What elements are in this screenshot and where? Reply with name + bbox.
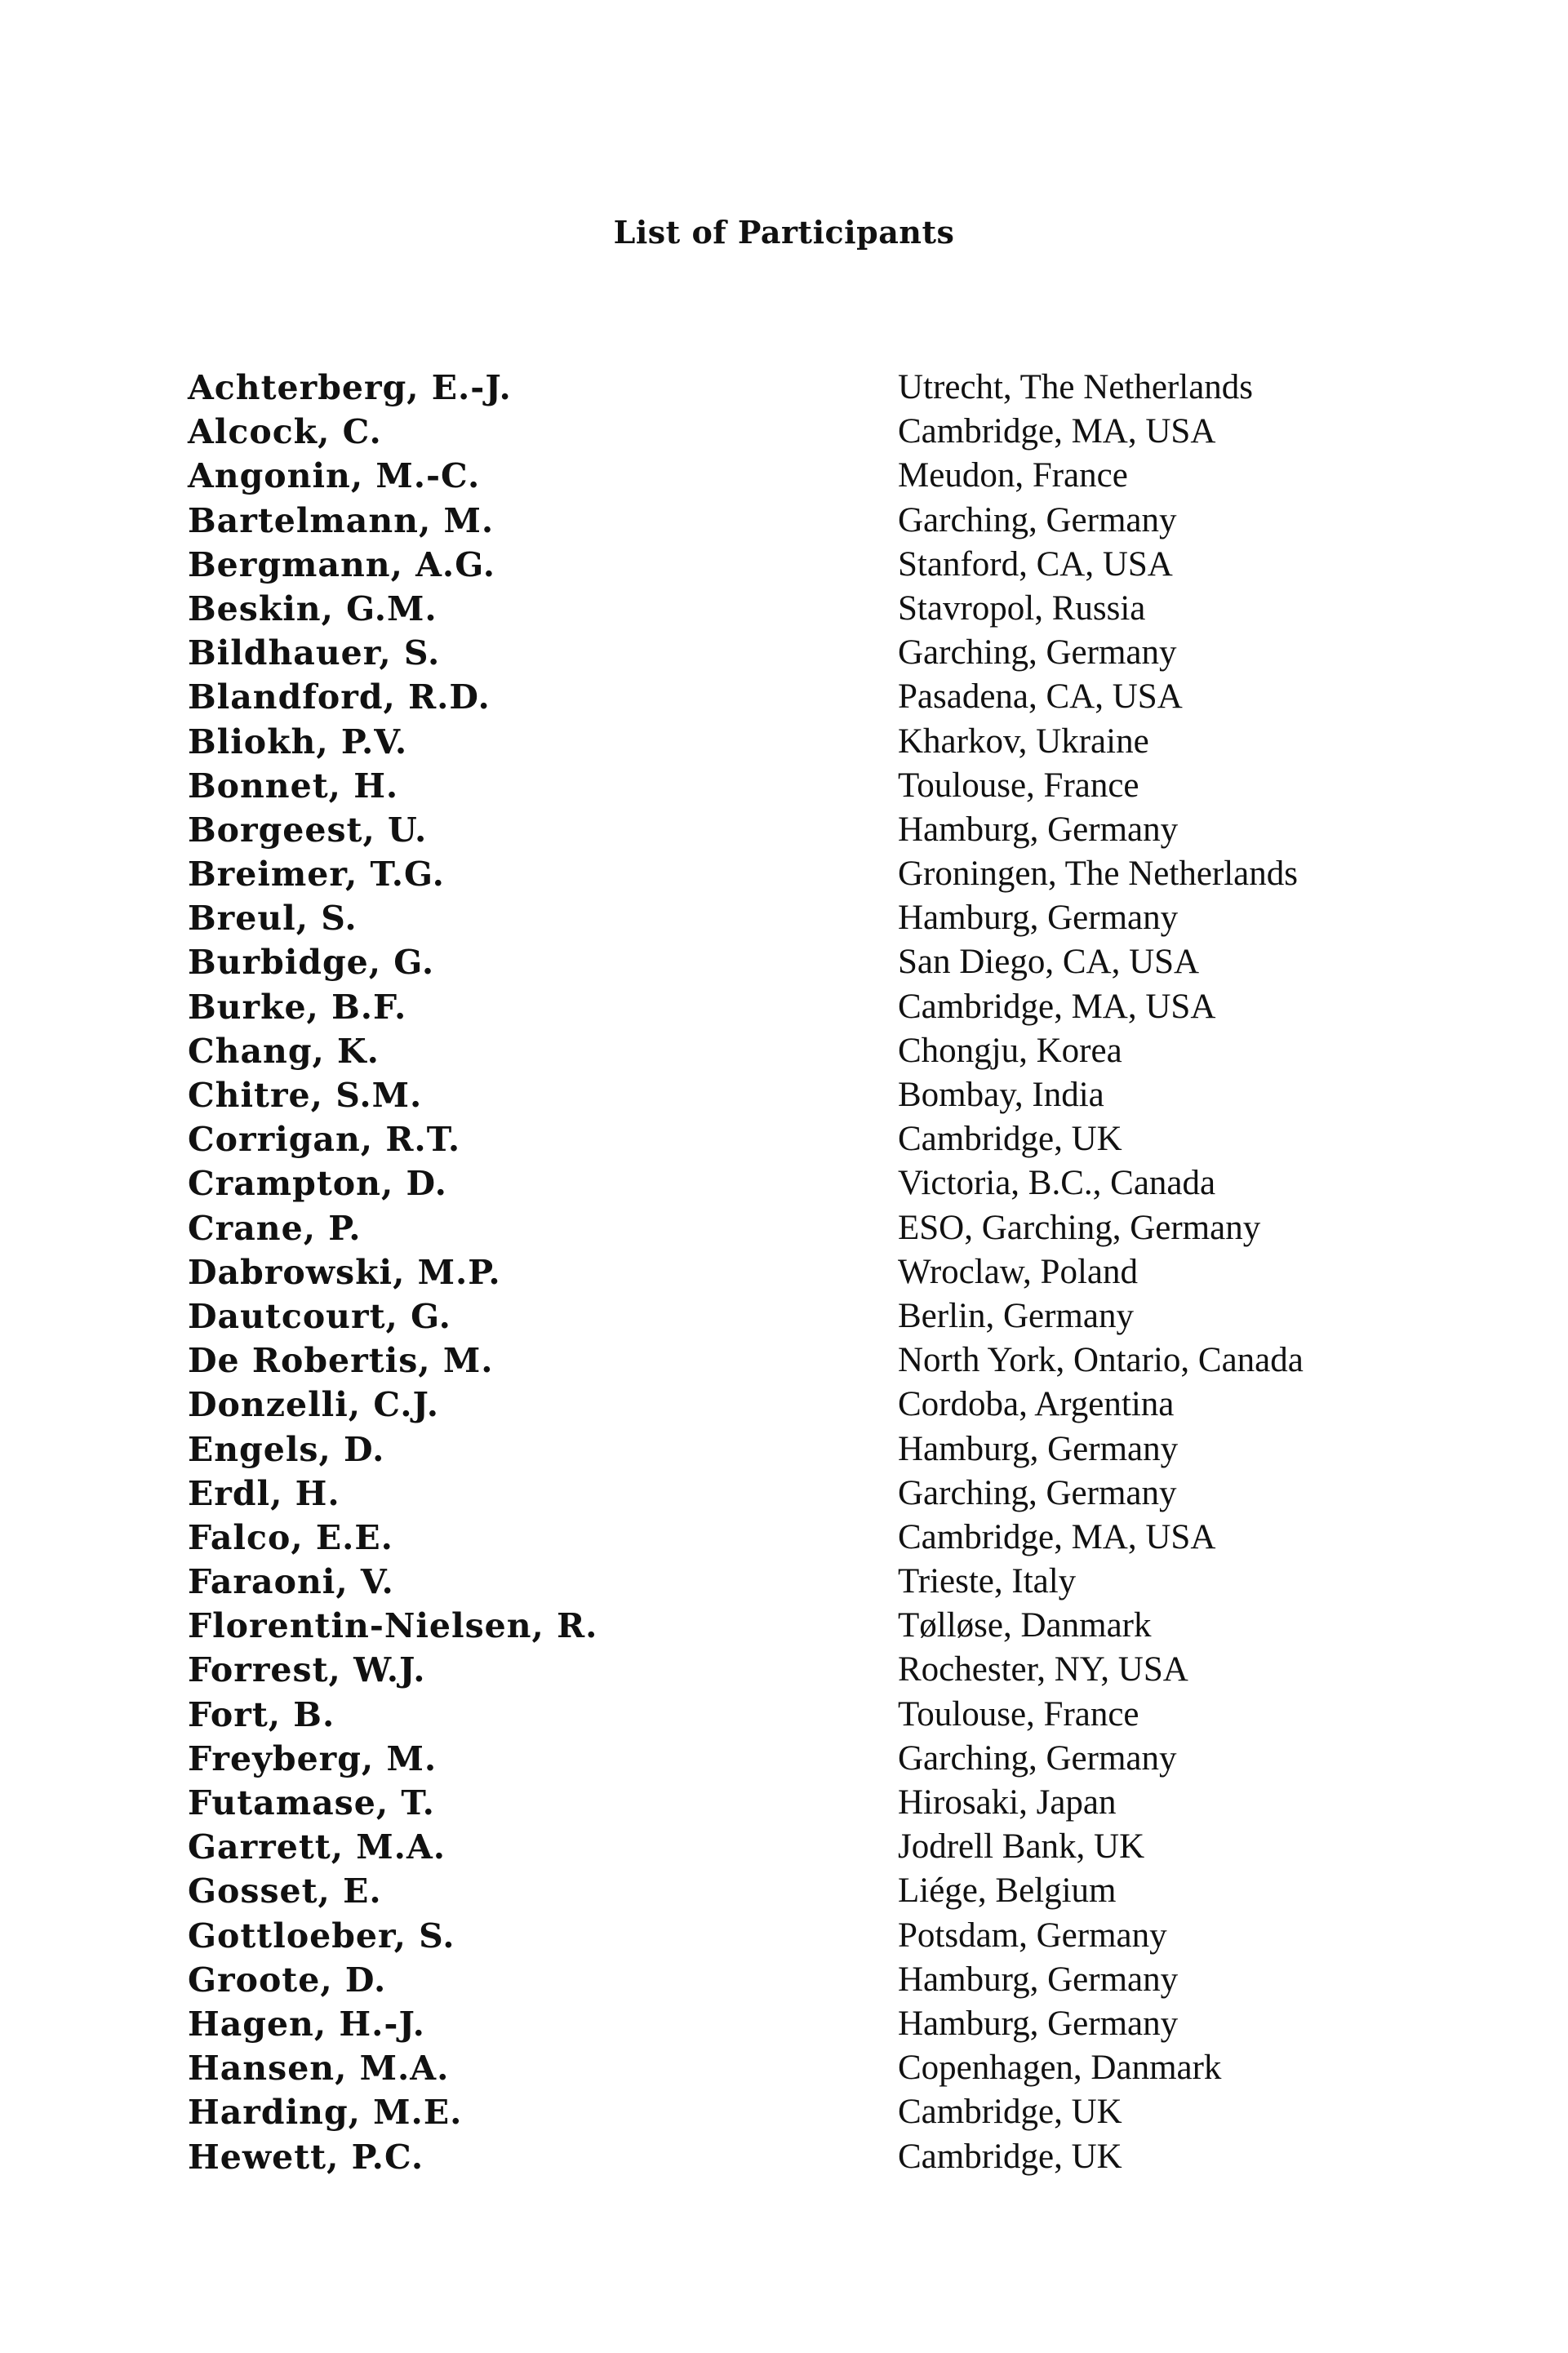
participant-location: Liége, Belgium (898, 1871, 1117, 1911)
participant-location: Kharkov, Ukraine (898, 721, 1149, 761)
participant-row (0, 896, 1568, 940)
participant-name: Burbidge, G. (188, 943, 435, 983)
participant-name: Erdl, H. (188, 1473, 340, 1513)
participant-location: Potsdam, Germany (898, 1916, 1167, 1955)
participant-location: Utrecht, The Netherlands (898, 368, 1254, 406)
participant-name: Blandford, R.D. (188, 677, 491, 717)
participant-name: Fort, B. (188, 1694, 335, 1734)
participant-row (0, 1294, 1568, 1339)
participant-location: Hamburg, Germany (898, 810, 1179, 849)
participant-location: Cordoba, Argentina (898, 1385, 1175, 1424)
participant-row (0, 2135, 1568, 2179)
participant-row (0, 985, 1568, 1029)
participant-name: Bliokh, P.V. (188, 721, 408, 761)
participant-location: Hamburg, Germany (898, 1429, 1179, 1468)
participant-row (0, 1206, 1568, 1250)
participant-row (0, 410, 1568, 454)
participant-name: Burke, B.F. (188, 987, 407, 1027)
participant-location: Hamburg, Germany (898, 899, 1179, 938)
participant-row (0, 1781, 1568, 1825)
participant-row (0, 1383, 1568, 1427)
participant-name: Hewett, P.C. (188, 2137, 424, 2177)
participant-row (0, 1560, 1568, 1604)
participant-name: Breimer, T.G. (188, 855, 445, 895)
participant-row (0, 1472, 1568, 1516)
participant-row (0, 1914, 1568, 1958)
participant-row (0, 366, 1568, 410)
participant-location: Cambridge, UK (898, 2137, 1122, 2176)
participant-row (0, 1073, 1568, 1117)
page-title: List of Participants (613, 214, 955, 251)
participant-location: Toulouse, France (898, 1694, 1139, 1734)
participant-list (0, 366, 1568, 2179)
participant-name: Engels, D. (188, 1429, 385, 1469)
participant-row (0, 1693, 1568, 1737)
participant-row (0, 1516, 1568, 1560)
participant-name: Groote, D. (188, 1960, 387, 2000)
participant-location: Toulouse, France (898, 766, 1139, 805)
participant-location: Hirosaki, Japan (898, 1783, 1117, 1822)
participant-row (0, 1604, 1568, 1648)
participant-location: Tølløse, Danmark (898, 1606, 1152, 1645)
participant-name: Faraoni, V. (188, 1562, 394, 1602)
participant-row (0, 1339, 1568, 1383)
participant-location: Meudon, France (898, 456, 1128, 495)
participant-row (0, 1648, 1568, 1692)
participant-name: Gottloeber, S. (188, 1916, 455, 1956)
participant-location: Hamburg, Germany (898, 2004, 1179, 2043)
participant-location: Cambridge, MA, USA (898, 987, 1216, 1026)
participant-row (0, 1825, 1568, 1869)
participant-name: Harding, M.E. (188, 2093, 463, 2133)
participant-name: Dautcourt, G. (188, 1296, 451, 1336)
participant-location: Cambridge, MA, USA (898, 412, 1216, 451)
participant-row (0, 587, 1568, 631)
participant-location: Garching, Germany (898, 633, 1177, 673)
participant-name: Bildhauer, S. (188, 633, 441, 673)
participant-location: Cambridge, UK (898, 2093, 1122, 2132)
participant-location: Pasadena, CA, USA (898, 677, 1183, 717)
participant-name: Breul, S. (188, 899, 358, 939)
participant-row (0, 1117, 1568, 1161)
participant-location: Cambridge, UK (898, 1120, 1122, 1159)
participant-location: Groningen, The Netherlands (898, 855, 1298, 894)
participant-name: Falco, E.E. (188, 1517, 393, 1557)
participant-row (0, 1029, 1568, 1073)
participant-row (0, 675, 1568, 719)
participant-name: Freyberg, M. (188, 1738, 438, 1778)
participant-name: Corrigan, R.T. (188, 1120, 461, 1160)
participant-location: Rochester, NY, USA (898, 1650, 1188, 1689)
participant-location: North York, Ontario, Canada (898, 1341, 1304, 1380)
participant-name: Garrett, M.A. (188, 1827, 446, 1867)
participant-row (0, 1427, 1568, 1472)
participant-name: Chitre, S.M. (188, 1076, 423, 1115)
participant-row (0, 454, 1568, 498)
participant-row (0, 2046, 1568, 2090)
participant-name: Bonnet, H. (188, 766, 399, 806)
participant-row (0, 764, 1568, 808)
participant-name: Beskin, G.M. (188, 588, 438, 628)
participant-row (0, 1869, 1568, 1913)
participant-location: ESO, Garching, Germany (898, 1208, 1261, 1247)
participant-row (0, 543, 1568, 587)
participant-row (0, 720, 1568, 764)
participant-row (0, 852, 1568, 896)
participant-location: Hamburg, Germany (898, 1960, 1179, 1999)
participant-location: Chongju, Korea (898, 1031, 1122, 1070)
participant-name: Gosset, E. (188, 1871, 382, 1911)
participant-name: Futamase, T. (188, 1783, 435, 1822)
participant-location: Victoria, B.C., Canada (898, 1164, 1216, 1203)
participant-name: Hansen, M.A. (188, 2049, 450, 2089)
participant-row (0, 499, 1568, 543)
participant-name: De Robertis, M. (188, 1341, 494, 1381)
participant-location: Garching, Germany (898, 1738, 1177, 1778)
participant-name: Bartelmann, M. (188, 500, 495, 540)
participant-name: Bergmann, A.G. (188, 544, 496, 584)
participant-name: Crane, P. (188, 1208, 362, 1248)
participant-location: San Diego, CA, USA (898, 943, 1200, 982)
participant-location: Garching, Germany (898, 1473, 1177, 1512)
participant-location: Bombay, India (898, 1076, 1104, 1114)
participant-location: Wroclaw, Poland (898, 1252, 1139, 1291)
participant-row (0, 1161, 1568, 1205)
participant-location: Cambridge, MA, USA (898, 1517, 1216, 1556)
participant-name: Florentin-Nielsen, R. (188, 1606, 598, 1646)
participant-name: Crampton, D. (188, 1164, 447, 1204)
participant-name: Donzelli, C.J. (188, 1385, 440, 1425)
participant-location: Trieste, Italy (898, 1562, 1077, 1601)
participant-row (0, 1737, 1568, 1781)
participant-location: Jodrell Bank, UK (898, 1827, 1145, 1867)
participant-row (0, 2002, 1568, 2046)
participant-row (0, 1250, 1568, 1294)
participant-location: Stanford, CA, USA (898, 544, 1173, 584)
participant-location: Berlin, Germany (898, 1296, 1134, 1335)
participant-name: Chang, K. (188, 1031, 380, 1071)
participant-name: Borgeest, U. (188, 810, 428, 850)
participant-location: Garching, Germany (898, 500, 1177, 539)
participant-name: Achterberg, E.-J. (188, 368, 512, 407)
participant-row (0, 631, 1568, 675)
participant-name: Hagen, H.-J. (188, 2004, 425, 2044)
participant-name: Alcock, C. (188, 412, 382, 452)
participant-name: Angonin, M.-C. (188, 456, 481, 496)
participant-row (0, 2090, 1568, 2134)
participant-row (0, 808, 1568, 852)
participant-name: Forrest, W.J. (188, 1650, 426, 1690)
participant-location: Copenhagen, Danmark (898, 2049, 1222, 2088)
participant-name: Dabrowski, M.P. (188, 1252, 501, 1292)
participant-row (0, 1958, 1568, 2002)
participant-location: Stavropol, Russia (898, 588, 1146, 628)
participant-row (0, 940, 1568, 984)
